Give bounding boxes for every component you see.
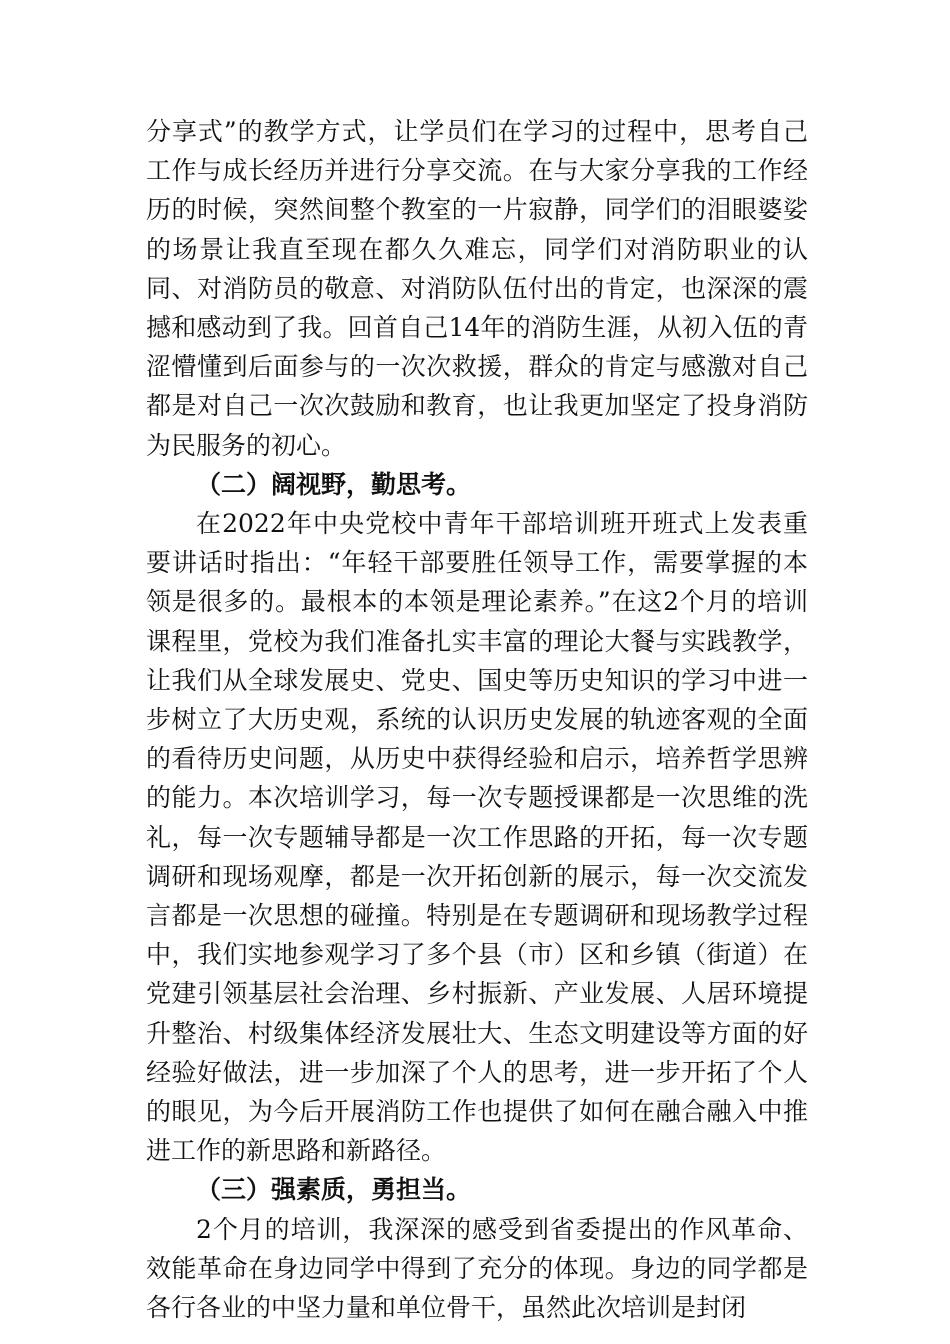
paragraph-broaden-vision: 在2022年中央党校中青年干部培训班开班式上发表重要讲话时指出：“年轻干部要胜任领导工作，需要掌握的本领是很多的。最根本的本领是理论素养。”在这2个月的培训课程里，党校为我们准备扎实丰富的理论大餐与实践教学，让我们从全球发展史、党史、国史等历史知识的学习中进一步树立了大历史观，系统的认识历史发展的轨迹客观的全面的看待历史问题，从历史中获得经验和启示，培养哲学思辨的能力。本次培训学习，每一次专题授课都是一次思维的洗礼，每一次专题辅导都是一次工作思路的开拓，每一次专题调研和现场观摩，都是一次开拓创新的展示，每一次交流发言都是一次思想的碰撞。特别是在专题调研和现场教学过程中，我们实地参观学习了多个县（市）区和乡镇（街道）在党建引领基层社会治理、乡村振新、产业发展、人居环境提升整治、村级集体经济发展壮大、生态文明建设等方面的好经验好做法，进一步加深了个人的思考，进一步开拓了个人的眼见，为今后开展消防工作也提供了如何在融合融入中推进工作的新思路和新路径。 xyxy=(146,509,808,1166)
section-heading-3: （三）强素质，勇担当。 xyxy=(196,1175,472,1205)
document-body xyxy=(146,112,808,1327)
paragraph-strengthen-quality: 2个月的培训，我深深的感受到省委提出的作风革命、效能革命在身边同学中得到了充分的体现。身边的同学都是各行各业的中坚力量和单位骨干，虽然此次培训是封闭 xyxy=(146,1214,808,1323)
paragraph-sharing-experience: 分享式”的教学方式，让学员们在学习的过程中，思考自己工作与成长经历并进行分享交流。在与大家分享我的工作经历的时候，突然间整个教室的一片寂静，同学们的泪眼婆娑的场景让我直至现在都久久难忘，同学们对消防职业的认同、对消防员的敬意、对消防队伍付出的肯定，也深深的震撼和感动到了我。回首自己14年的消防生涯，从初入伍的青涩懵懂到后面参与的一次次救援，群众的肯定与感激对自己都是对自己一次次鼓励和教育，也让我更加坚定了投身消防为民服务的初心。 xyxy=(146,117,808,460)
section-heading-2: （二）阔视野，勤思考。 xyxy=(196,469,472,499)
